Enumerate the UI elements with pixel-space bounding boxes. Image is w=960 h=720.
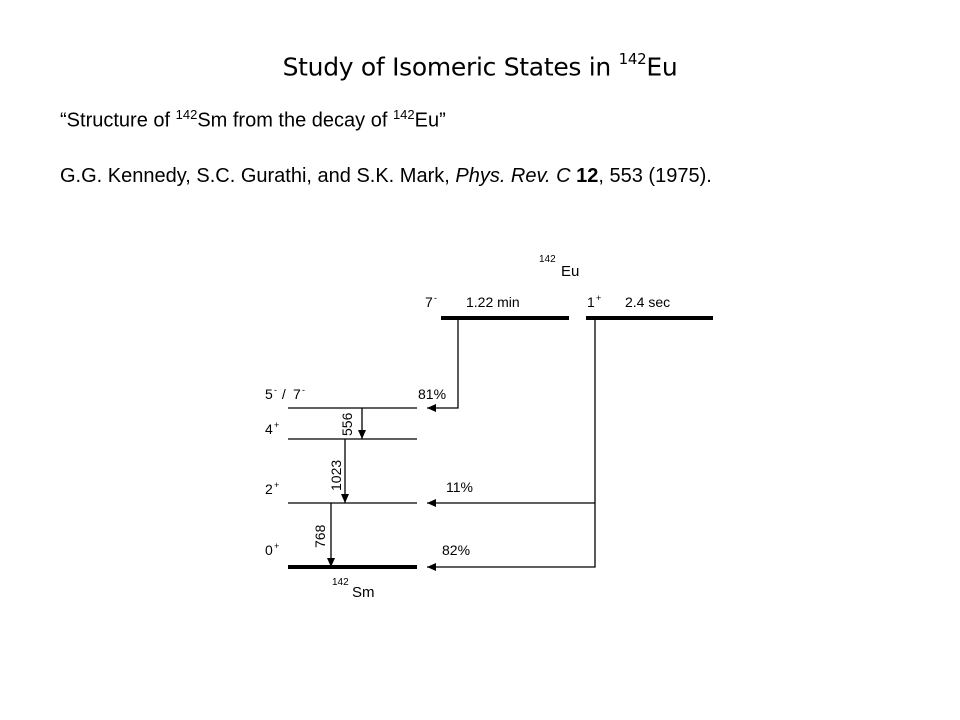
title-mass-number: 142	[618, 50, 647, 68]
paper-title: “Structure of $^{142}$Sm from the decay of $^{142}$Eu”	[60, 107, 446, 132]
page-title: Study of Isomeric States in $^{142}$Eu	[282, 50, 678, 82]
daughter-mass-number: 142	[332, 577, 349, 588]
level-parity: +	[274, 480, 280, 490]
level-parity: +	[274, 420, 280, 430]
level-parity: -	[302, 385, 305, 395]
level-spin: 4	[265, 421, 273, 437]
level-spin: 7	[293, 386, 301, 402]
parent-state-spin: 1	[587, 294, 595, 310]
citation-authors: G.G. Kennedy, S.C. Gurathi, and S.K. Mark,	[60, 165, 456, 187]
parent-mass-number: 142	[539, 254, 556, 265]
feeding-intensity: 82%	[442, 542, 471, 558]
beta-feed-arrow	[427, 318, 595, 567]
parent-state-parity: -	[434, 293, 437, 303]
feeding-intensity: 11%	[446, 479, 473, 495]
level-parity: +	[274, 541, 280, 551]
daughter-element: Sm	[352, 584, 375, 601]
gamma-energy-label: 768	[312, 524, 328, 548]
level-spin: 5	[265, 386, 273, 402]
parent-state-halflife: 1.22 min	[466, 294, 520, 310]
parent-state-spin: 7	[425, 294, 433, 310]
gamma-energy-label: 1023	[328, 459, 344, 491]
feeding-intensity: 81%	[418, 386, 447, 402]
citation-journal: Phys. Rev. C	[455, 165, 571, 187]
level-spin: 2	[265, 481, 273, 497]
parent-element: Eu	[561, 263, 580, 280]
parent-state-halflife: 2.4 sec	[625, 294, 671, 310]
gamma-energy-label: 556	[339, 412, 355, 436]
title-element: Eu	[646, 52, 678, 82]
parent-state-parity: +	[596, 293, 602, 303]
level-spin: 0	[265, 542, 273, 558]
citation-volume: 12	[576, 165, 599, 187]
citation-pages-year: , 553 (1975).	[598, 165, 712, 187]
level-separator: /	[278, 386, 290, 402]
level-parity: -	[274, 385, 277, 395]
